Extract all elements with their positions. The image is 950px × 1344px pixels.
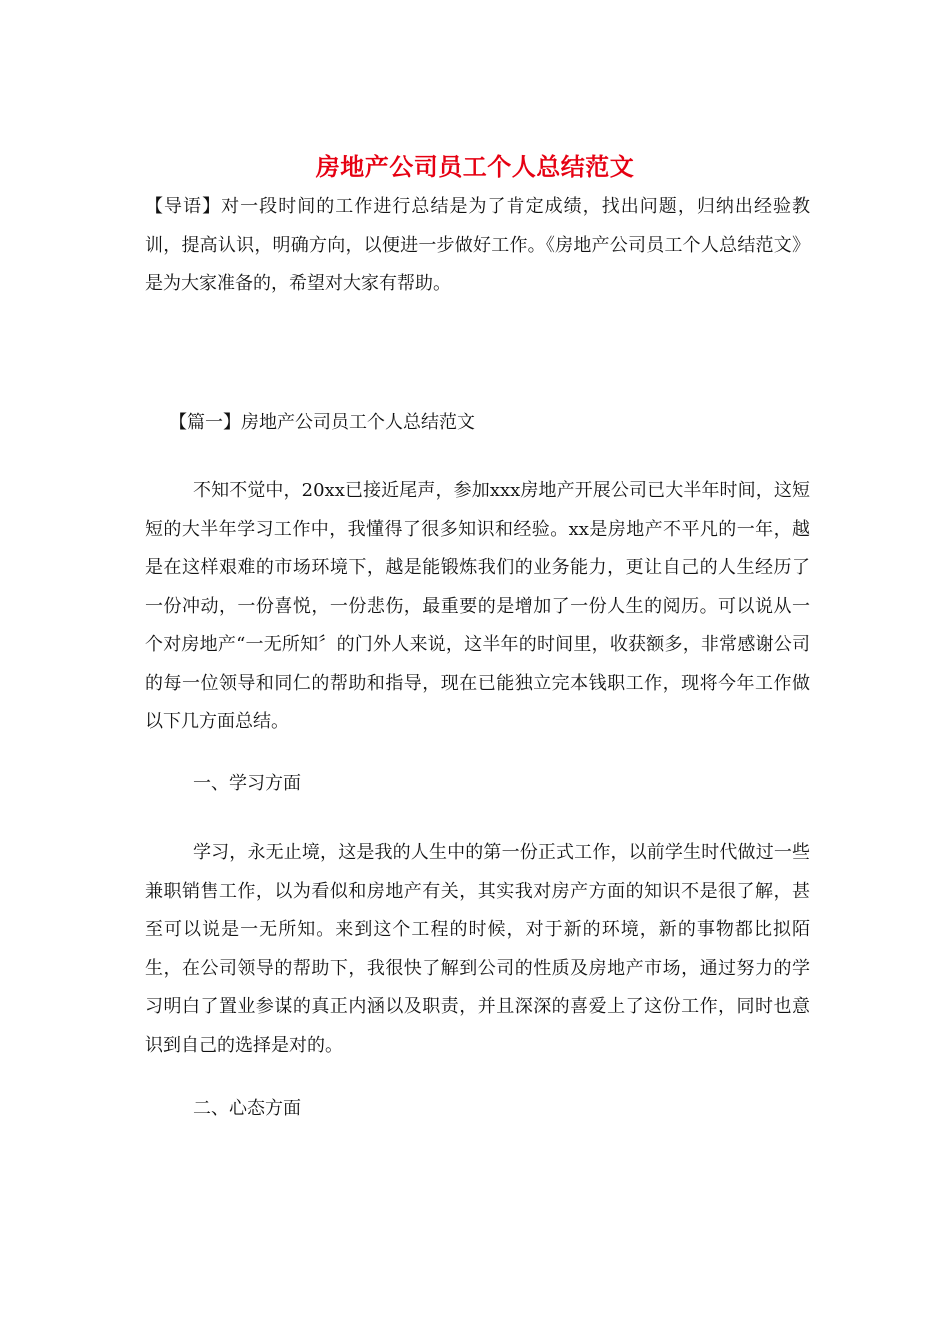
piece1-paragraph: 不知不觉中，20xx已接近尾声，参加xxx房地产开展公司已大半年时间，这短短的大半年学习工作中，我懂得了很多知识和经验。xx是房地产不平凡的一年，越是在这样艰难的市场环境下，越是能锻炼我们的业务能力，更让自己的人生经历了一份冲动，一份喜悦，一份悲伤，最重要的是增加了一份人生的阅历。可以说从一个对房地产“一无所知〞的门外人来说，这半年的时间里，收获额多，非常感谢公司的每一位领导和同仁的帮助和指导，现在已能独立完本钱职工作，现将今年工作做以下几方面总结。 xyxy=(145,480,810,732)
section-mindset-heading: 二、心态方面 xyxy=(193,1098,301,1119)
section-study-paragraph: 学习，永无止境，这是我的人生中的第一份正式工作，以前学生时代做过一些兼职销售工作，以为看似和房地产有关，其实我对房产方面的知识不是很了解，甚至可以说是一无所知。来到这个工程的时候，对于新的环境，新的事物都比拟陌生，在公司领导的帮助下，我很快了解到公司的性质及房地产市场，通过努力的学习明白了置业参谋的真正内涵以及职责，并且深深的喜爱上了这份工作，同时也意识到自己的选择是对的。 xyxy=(145,842,810,1056)
intro-paragraph: 【导语】对一段时间的工作进行总结是为了肯定成绩，找出问题，归纳出经验教训，提高认识，明确方向，以便进一步做好工作。《房地产公司员工个人总结范文》是为大家准备的，希望对大家有帮助。 xyxy=(145,196,810,294)
section-study-heading: 一、学习方面 xyxy=(193,773,301,794)
piece1-heading: 【篇一】房地产公司员工个人总结范文 xyxy=(169,412,475,433)
document-title: 房地产公司员工个人总结范文 xyxy=(315,152,635,181)
